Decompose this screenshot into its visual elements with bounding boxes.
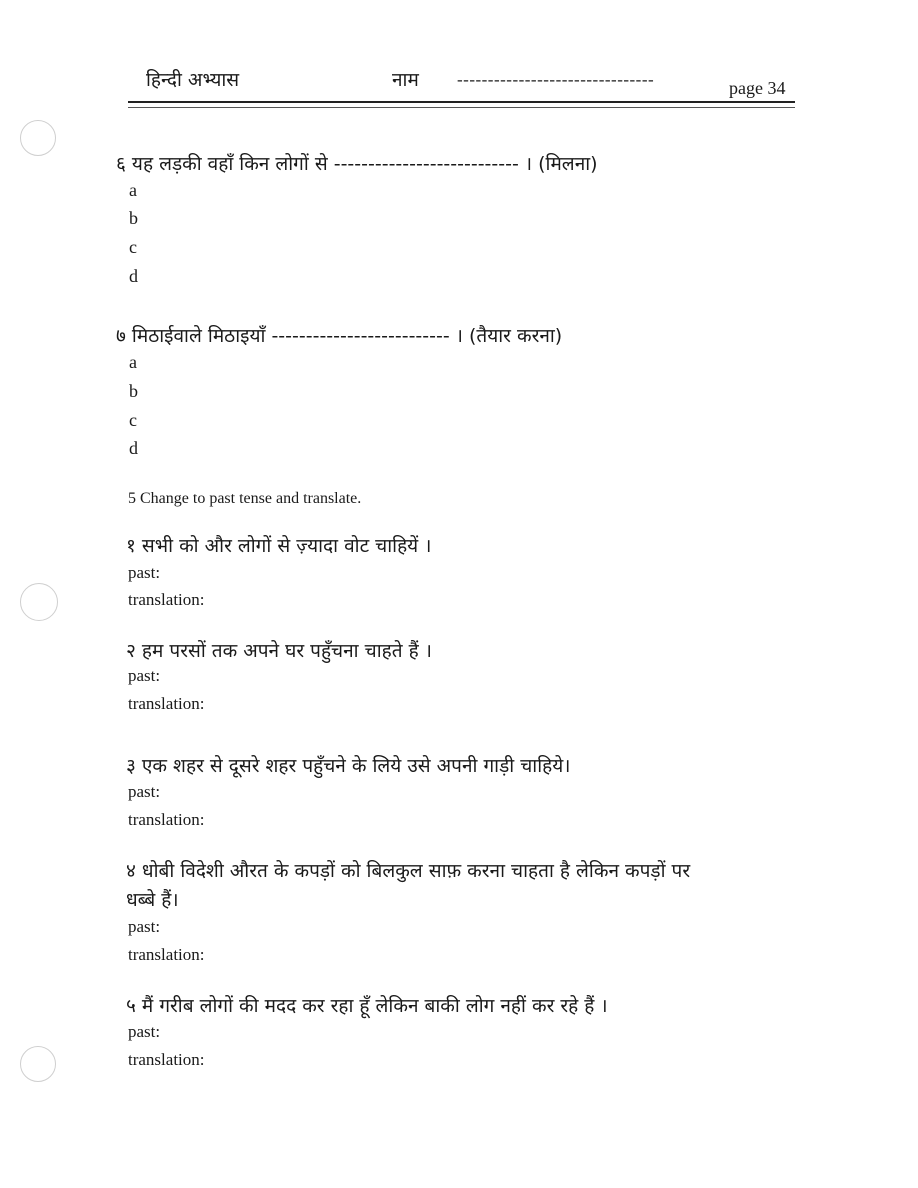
past-label: past:	[128, 782, 161, 801]
q6-option-b: b	[129, 208, 138, 228]
translation-label: translation:	[128, 1050, 205, 1069]
translation-label: translation:	[128, 945, 205, 964]
name-blank: --------------------------------	[457, 70, 655, 89]
header-rule-thin	[128, 107, 795, 108]
sentence-5: ५ मैं गरीब लोगों की मदद कर रहा हूँ लेकिन बाकी लोग नहीं कर रहे हैं ।	[126, 995, 608, 1017]
page-number: page 34	[729, 78, 786, 98]
q6-option-d: d	[129, 266, 138, 286]
past-label: past:	[128, 1022, 161, 1041]
q7-option-b: b	[129, 381, 138, 401]
worksheet-title: हिन्दी अभ्यास	[146, 69, 240, 91]
q6-option-a: a	[129, 180, 137, 200]
translation-label: translation:	[128, 590, 205, 609]
punch-hole-mark	[20, 583, 58, 621]
past-label: past:	[128, 917, 161, 936]
question-7: ७ मिठाईवाले मिठाइयाँ -------------------------- । (तैयार करना)	[116, 325, 563, 347]
q6-option-c: c	[129, 237, 137, 257]
sentence-2: २ हम परसों तक अपने घर पहुँचना चाहते हैं ।	[126, 640, 432, 662]
punch-hole-mark	[20, 1046, 56, 1082]
past-label: past:	[128, 666, 161, 685]
question-6: ६ यह लड़की वहाँ किन लोगों से --------------------------- । (मिलना)	[116, 153, 598, 175]
translation-label: translation:	[128, 694, 205, 713]
q7-option-d: d	[129, 438, 138, 458]
q7-option-c: c	[129, 410, 137, 430]
sentence-1: १ सभी को और लोगों से ज़्यादा वोट चाहियें ।	[126, 535, 432, 557]
name-label: नाम	[392, 69, 419, 91]
sentence-4-continued: धब्बे हैं।	[126, 889, 179, 911]
sentence-3: ३ एक शहर से दूसरे शहर पहुँचने के लिये उसे अपनी गाड़ी चाहिये।	[126, 755, 571, 777]
sentence-4: ४ धोबी विदेशी औरत के कपड़ों को बिलकुल साफ़ करना चाहता है लेकिन कपड़ों पर	[126, 860, 691, 882]
header-rule	[128, 101, 795, 103]
translation-label: translation:	[128, 810, 205, 829]
section-instruction: 5 Change to past tense and translate.	[128, 490, 362, 507]
q7-option-a: a	[129, 352, 137, 372]
past-label: past:	[128, 563, 161, 582]
punch-hole-mark	[20, 120, 56, 156]
